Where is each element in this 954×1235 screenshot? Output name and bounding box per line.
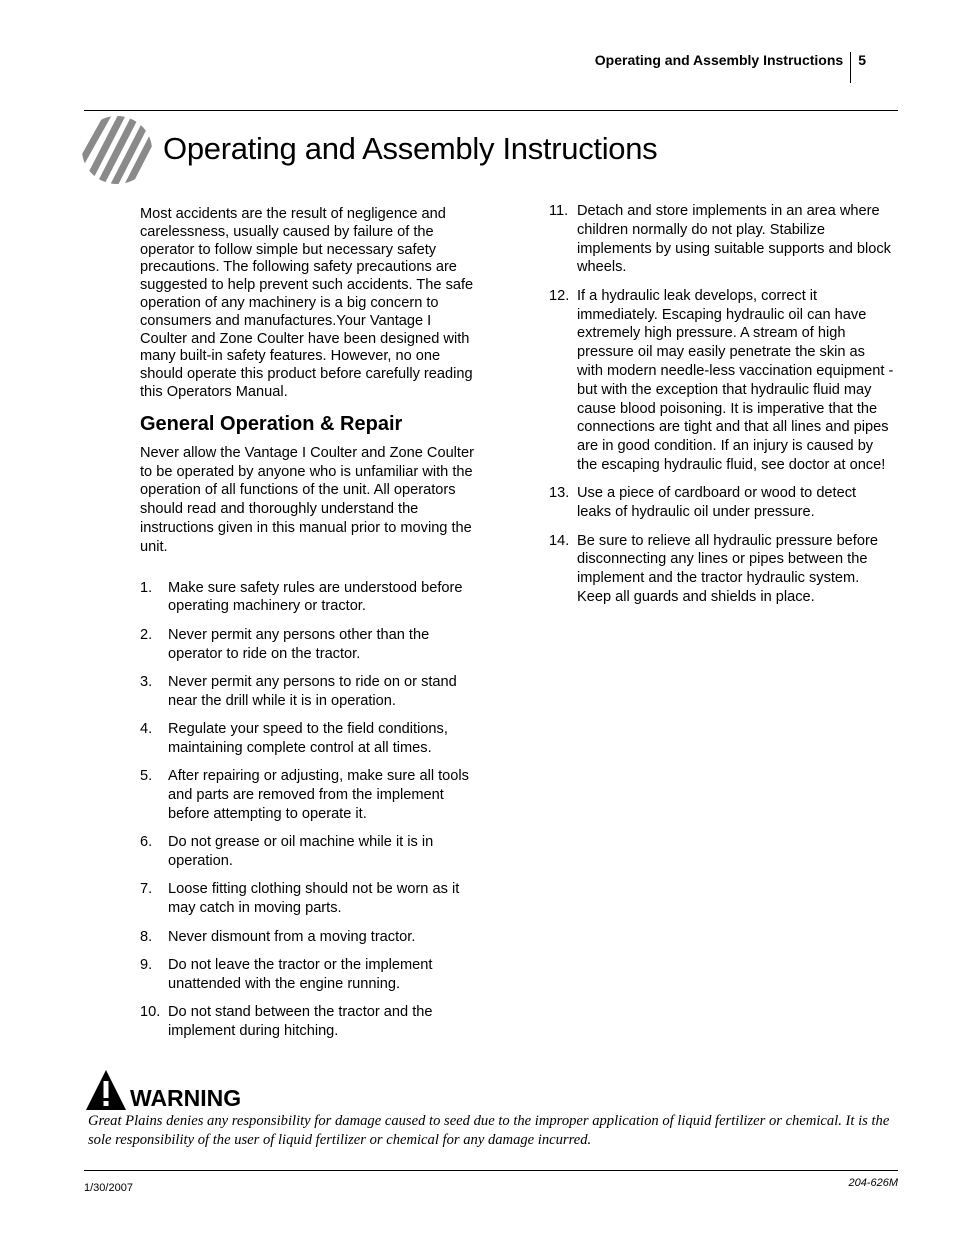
list-number: 13. bbox=[549, 485, 570, 502]
list-item bbox=[140, 579, 480, 617]
safety-list-left bbox=[140, 579, 480, 1041]
section-heading: General Operation & Repair bbox=[140, 412, 403, 435]
list-item bbox=[140, 1003, 480, 1041]
footer-doc-number: 204-626M bbox=[848, 1177, 898, 1189]
running-head-divider bbox=[850, 52, 851, 83]
list-number: 11. bbox=[549, 203, 569, 219]
list-item bbox=[549, 287, 894, 475]
list-item bbox=[140, 767, 480, 823]
warning-header bbox=[84, 1066, 894, 1112]
chapter-logo-icon bbox=[81, 115, 153, 185]
list-item bbox=[140, 626, 480, 664]
footer-date: 1/30/2007 bbox=[84, 1182, 133, 1194]
list-number: 1. bbox=[140, 579, 153, 596]
list-text: Make sure safety rules are understood before operating machinery or tractor. bbox=[168, 579, 463, 615]
list-number: 5. bbox=[140, 768, 153, 785]
warning-box bbox=[84, 1066, 894, 1150]
list-text: Never permit any persons other than the operator to ride on the tractor. bbox=[168, 626, 430, 662]
list-number: 7. bbox=[140, 881, 153, 898]
list-text: Never dismount from a moving tractor. bbox=[168, 928, 416, 945]
list-text: Be sure to relieve all hydraulic pressure before disconnecting any lines or pipes between the implement and the tractor hydraulic system. Keep all guards and shields in place. bbox=[577, 532, 878, 605]
list-item bbox=[549, 202, 894, 277]
list-item bbox=[140, 720, 480, 758]
list-item bbox=[140, 880, 480, 918]
left-column bbox=[140, 206, 480, 1050]
list-item bbox=[549, 484, 894, 522]
list-text: Detach and store implements in an area where children normally do not play. Stabilize implements by using suitable supports and block wheels. bbox=[577, 203, 891, 276]
list-number: 2. bbox=[140, 626, 153, 643]
safety-list-right bbox=[549, 202, 894, 607]
list-text: Regulate your speed to the field conditions, maintaining complete control at all times. bbox=[168, 721, 448, 756]
top-rule bbox=[84, 110, 898, 111]
warning-text: Great Plains denies any responsibility for damage caused to seed due to the improper application of liquid fertilizer or chemical. It is the sole responsibility of the user of liquid fertilizer or chemical for any damage incurred. bbox=[88, 1113, 890, 1148]
list-item bbox=[140, 956, 480, 994]
running-head bbox=[595, 52, 866, 83]
warning-triangle-icon bbox=[84, 1068, 128, 1112]
list-item bbox=[140, 928, 480, 947]
general-paragraph: Never allow the Vantage I Coulter and Zone Coulter to be operated by anyone who is unfamiliar with the operation of all functions of the unit. All operators should read and thoroughly understand the instructions given in this manual prior to moving the unit. bbox=[140, 444, 474, 555]
intro-paragraph: Most accidents are the result of negligence and carelessness, usually caused by failure of the operator to follow simple but necessary safety precautions. The following safety precautions are suggested to help prevent such accidents. The safe operation of any machinery is a big concern to consumers and manufactures.Your Vantage I Coulter and Zone Coulter have been designed with many built-in safety features. However, no one should operate this product before carefully reading this Operators Manual. bbox=[140, 206, 474, 400]
list-text: Do not grease or oil machine while it is in operation. bbox=[168, 834, 434, 870]
list-text: Loose fitting clothing should not be worn as it may catch in moving parts. bbox=[168, 881, 460, 917]
bottom-rule bbox=[84, 1170, 898, 1171]
right-column bbox=[549, 202, 894, 616]
list-text: Do not leave the tractor or the implement unattended with the engine running. bbox=[168, 957, 433, 992]
list-text: Use a piece of cardboard or wood to detect leaks of hydraulic oil under pressure. bbox=[577, 485, 857, 521]
list-text: Do not stand between the tractor and the implement during hitching. bbox=[168, 1004, 433, 1040]
warning-label: WARNING bbox=[130, 1085, 242, 1111]
list-text: If a hydraulic leak develops, correct it immediately. Escaping hydraulic oil can have extremely high pressure. A stream of high pressure oil may easily penetrate the skin as with modern needle-less vaccination equipment - but with the exception that hydraulic fluid may cause blood poisoning. It is imperative that the connections are tight and that all lines and pipes are in good condition. If an injury is caused by the escaping hydraulic fluid, see doctor at once! bbox=[577, 287, 894, 473]
list-number: 10. bbox=[140, 1004, 161, 1021]
list-number: 9. bbox=[140, 957, 153, 974]
list-number: 14. bbox=[549, 532, 570, 549]
list-number: 3. bbox=[140, 673, 153, 690]
list-number: 12. bbox=[549, 287, 570, 304]
list-item bbox=[140, 833, 480, 871]
running-head-title: Operating and Assembly Instructions bbox=[594, 52, 844, 68]
list-number: 8. bbox=[140, 928, 153, 945]
list-text: After repairing or adjusting, make sure all tools and parts are removed from the implement before attempting to operate it. bbox=[168, 768, 469, 822]
list-number: 6. bbox=[140, 834, 153, 851]
page-number: 5 bbox=[858, 52, 866, 68]
chapter-title: Operating and Assembly Instructions bbox=[163, 131, 658, 166]
list-text: Never permit any persons to ride on or stand near the drill while it is in operation. bbox=[168, 673, 457, 709]
list-number: 4. bbox=[140, 721, 153, 738]
list-item bbox=[140, 673, 480, 711]
list-item bbox=[549, 532, 894, 607]
